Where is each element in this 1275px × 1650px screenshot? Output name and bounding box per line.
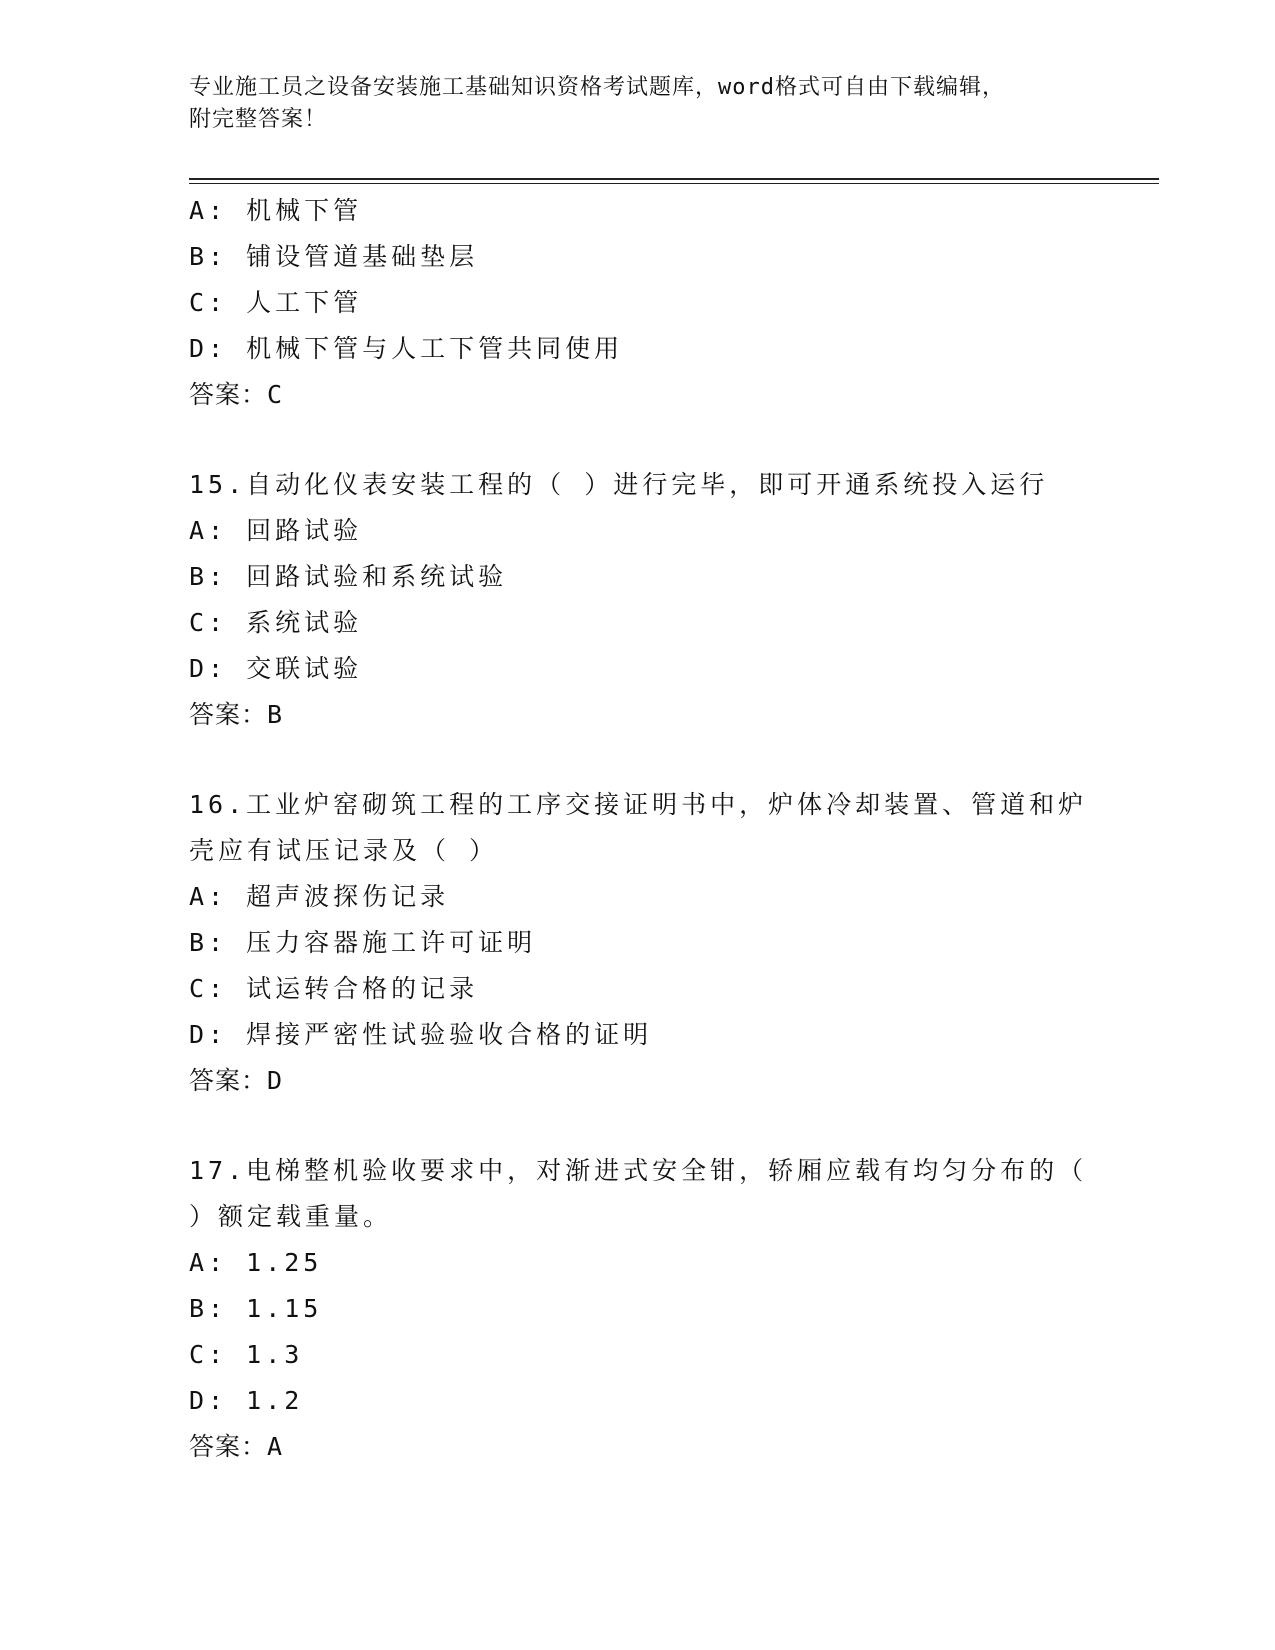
option-d: D: 焊接严密性试验验收合格的证明 xyxy=(189,1020,653,1049)
option-d: D: 交联试验 xyxy=(189,654,363,683)
answer: 答案：B xyxy=(189,700,284,729)
option-b: B: 压力容器施工许可证明 xyxy=(189,928,537,957)
option-b: B: 铺设管道基础垫层 xyxy=(189,242,479,271)
question-stem-line-2: 壳应有试压记录及（ ） xyxy=(189,836,499,865)
option-d: D: 机械下管与人工下管共同使用 xyxy=(189,334,624,363)
spacer xyxy=(189,1104,1089,1148)
header-divider xyxy=(189,178,1159,184)
question-16 xyxy=(189,782,1089,1104)
option-a: A: 1.25 xyxy=(189,1248,323,1277)
answer: 答案：D xyxy=(189,1066,284,1095)
option-b: B: 回路试验和系统试验 xyxy=(189,562,508,591)
answer: 答案：A xyxy=(189,1432,284,1461)
header-line-2: 附完整答案！ xyxy=(189,107,328,132)
option-c: C: 试运转合格的记录 xyxy=(189,974,479,1003)
document-header xyxy=(189,72,1089,136)
option-c: C: 1.3 xyxy=(189,1340,304,1369)
question-stem-line-1: 16.工业炉窑砌筑工程的工序交接证明书中，炉体冷却装置、管道和炉 xyxy=(189,790,1088,819)
option-c: C: 人工下管 xyxy=(189,288,363,317)
question-list xyxy=(189,188,1089,1470)
answer: 答案：C xyxy=(189,380,284,409)
question-17 xyxy=(189,1148,1089,1470)
option-b: B: 1.15 xyxy=(189,1294,323,1323)
header-line-1: 专业施工员之设备安装施工基础知识资格考试题库，word格式可自由下载编辑， xyxy=(189,75,1005,100)
question-stem: 15.自动化仪表安装工程的（ ）进行完毕，即可开通系统投入运行 xyxy=(189,470,1049,499)
option-d: D: 1.2 xyxy=(189,1386,304,1415)
spacer xyxy=(189,418,1089,462)
option-a: A: 回路试验 xyxy=(189,516,363,545)
question-15 xyxy=(189,462,1089,738)
option-c: C: 系统试验 xyxy=(189,608,363,637)
question-stem-line-1: 17.电梯整机验收要求中，对渐进式安全钳，轿厢应载有均匀分布的（ xyxy=(189,1156,1088,1185)
option-a: A: 机械下管 xyxy=(189,196,363,225)
question-14 xyxy=(189,188,1089,418)
option-a: A: 超声波探伤记录 xyxy=(189,882,450,911)
question-stem-line-2: ）额定载重量。 xyxy=(189,1202,393,1231)
spacer xyxy=(189,738,1089,782)
